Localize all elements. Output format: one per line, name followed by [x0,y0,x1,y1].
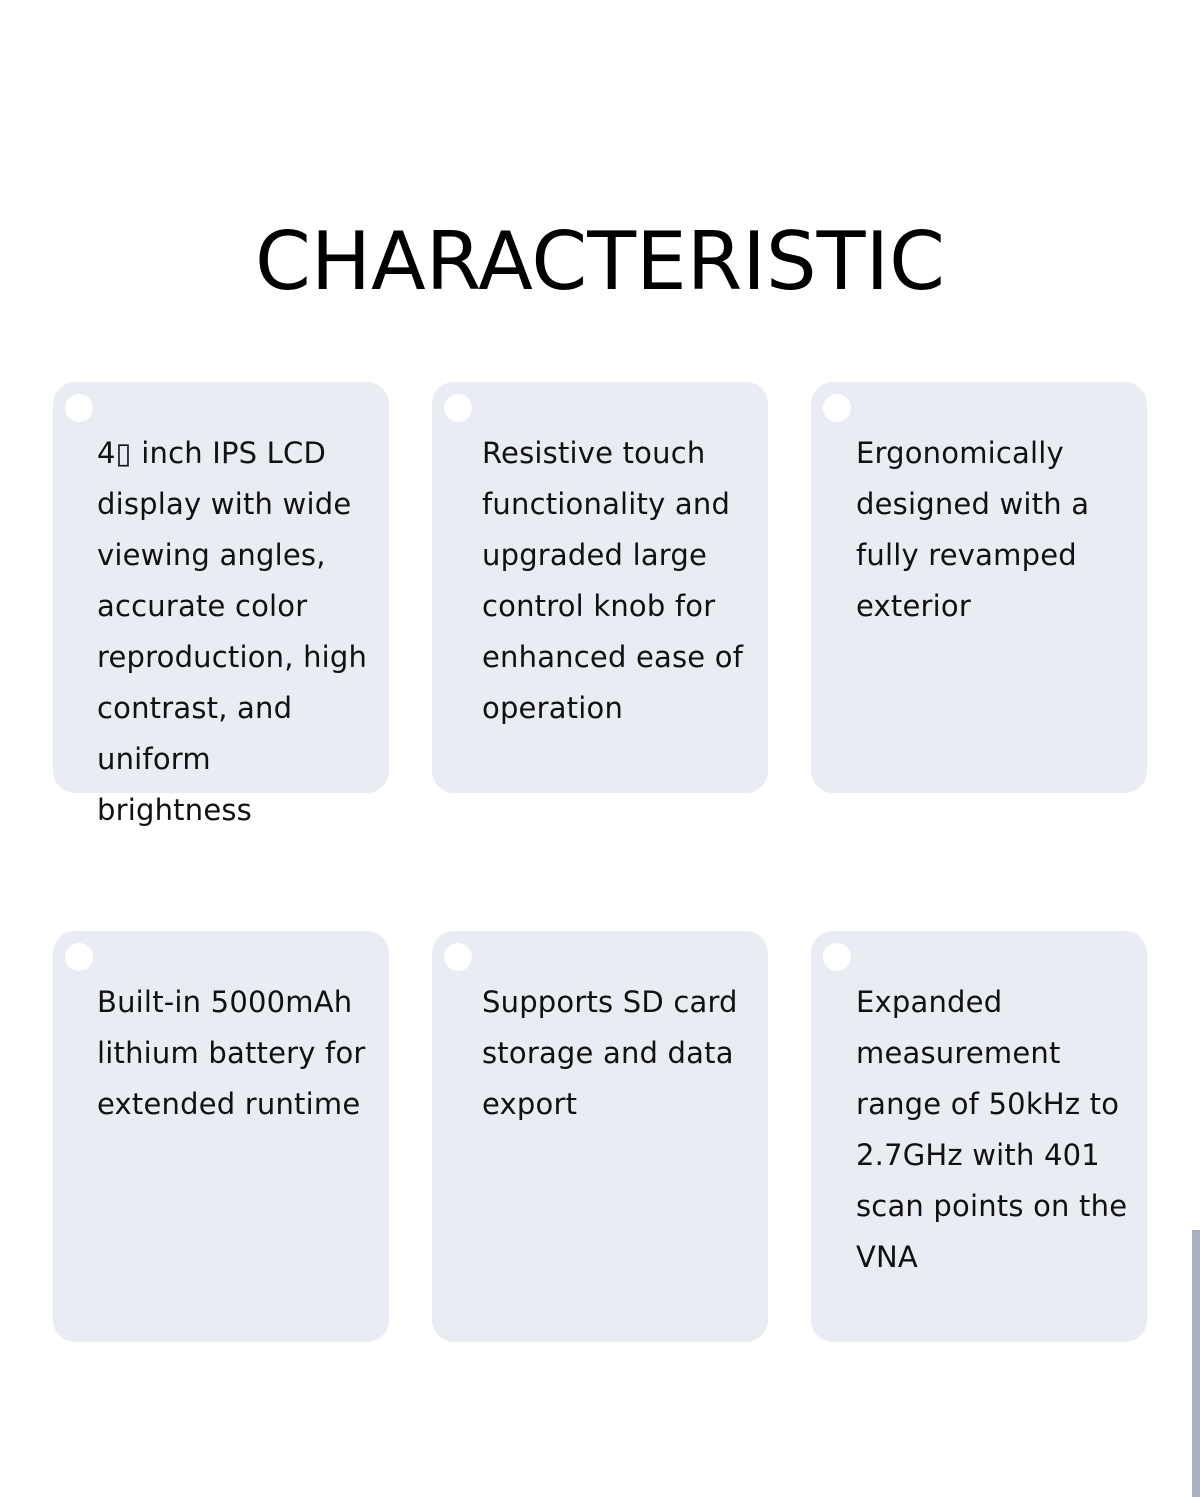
feature-text: Supports SD card storage and data export [482,985,738,1121]
bullet-dot-icon [65,394,93,422]
bullet-dot-icon [444,943,472,971]
bullet-dot-icon [65,943,93,971]
feature-text: Resistive touch functionality and upgraded large control knob for enhanced ease of operation [482,436,744,725]
feature-text: Built-in 5000mAh lithium battery for extended runtime [97,985,366,1121]
feature-card-ergonomics [811,382,1147,793]
page-title: CHARACTERISTIC [255,214,945,308]
bullet-dot-icon [444,394,472,422]
bullet-dot-icon [823,943,851,971]
feature-card-measurement [811,931,1147,1342]
feature-card-display [53,382,389,827]
scrollbar[interactable] [1192,1230,1200,1497]
feature-text: Ergonomically designed with a fully revamped exterior [856,436,1090,623]
feature-card-touch [432,382,768,793]
feature-text: 4▯ inch IPS LCD display with wide viewing angles, accurate color reproduction, high contrast, and uniform brightness [97,436,368,827]
feature-card-storage [432,931,768,1342]
feature-text: Expanded measurement range of 50kHz to 2.7GHz with 401 scan points on the VNA [856,985,1128,1274]
feature-card-battery [53,931,389,1342]
bullet-dot-icon [823,394,851,422]
